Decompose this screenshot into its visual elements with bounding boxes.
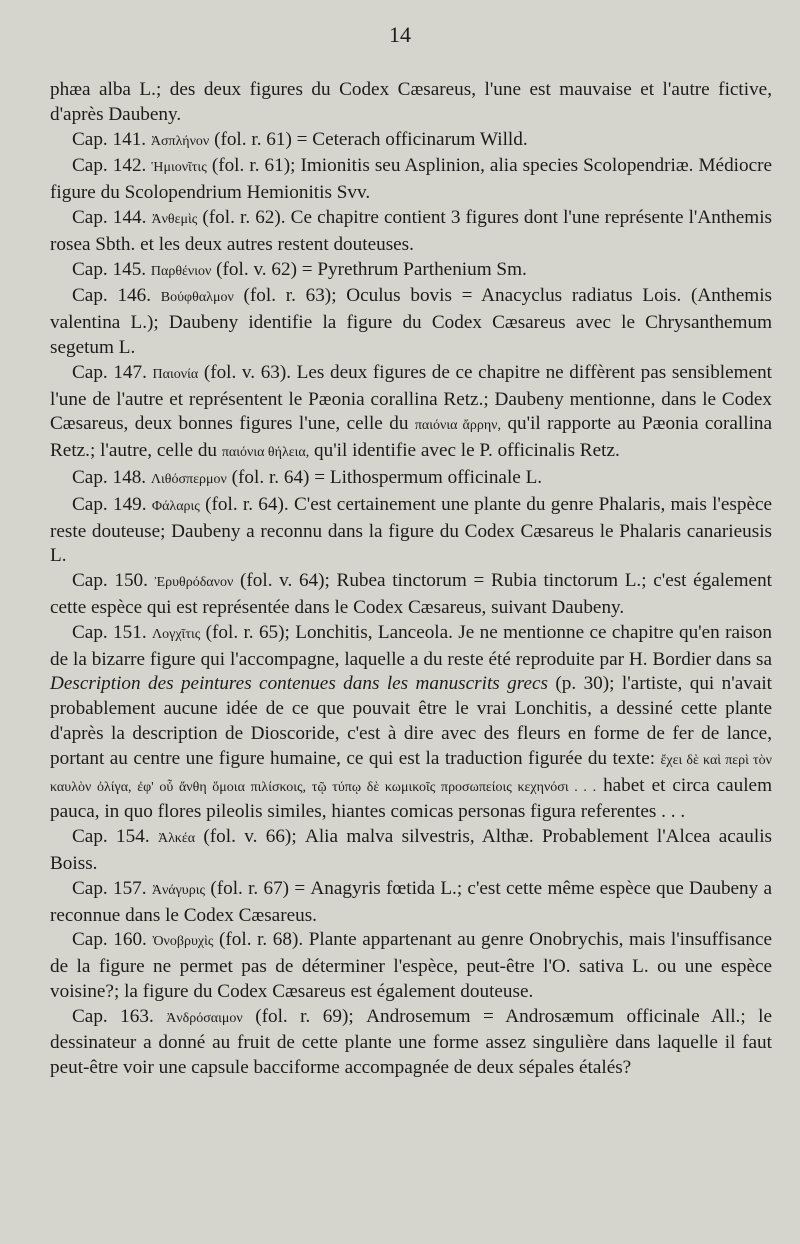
cap-number: Cap. 141. xyxy=(72,128,147,150)
greek-term: Λογχῖτις xyxy=(152,626,201,642)
book-title: Description des peintures contenues dans les manuscrits grecs xyxy=(50,673,548,695)
greek-term: Ἀνάγυρις xyxy=(151,882,206,898)
paragraph-text: (fol. r. 61) = Ceterach officinarum Willd. xyxy=(214,128,528,150)
paragraph-text: (fol. r. 64). C'est certainement une plante du genre Phalaris, mais l'espèce reste douteuse; Daubeny a reconnu dans la figure du Codex Cæsareus le Phalaris canarieusis L. xyxy=(50,493,772,567)
paragraph-text: (fol. r. 65); Lonchitis, Lanceola. Je ne mentionne ce chapitre qu'en raison de la bizarre figure qui l'accompagne, laquelle a du reste été reproduite par H. Bordier dans sa xyxy=(50,621,772,670)
cap-number: Cap. 145. xyxy=(72,258,147,280)
greek-term: Ἀσπλήνον xyxy=(150,133,210,149)
greek-term: παιόνια θήλεια, xyxy=(221,445,310,461)
greek-term: Ἐρυθρόδανον xyxy=(154,575,234,591)
paragraph-cap-149 xyxy=(50,493,772,569)
paragraph-text: phæa alba L.; des deux figures du Codex Cæsareus, l'une est mauvaise et l'autre fictive, d'après Daubeny. xyxy=(50,79,772,125)
cap-number: Cap. 151. xyxy=(72,621,147,643)
cap-number: Cap. 147. xyxy=(72,361,147,383)
paragraph-cap-160 xyxy=(50,928,772,1004)
paragraph-cap-157 xyxy=(50,877,772,929)
paragraph-text: (fol. v. 62) = Pyrethrum Parthenium Sm. xyxy=(216,258,527,280)
latin-quote: habet et circa caulem pauca, in quo flores pileolis similes, hiantes comicas personas figura referentes . . . xyxy=(50,774,773,823)
paragraph-text: (fol. v. 66); Alia malva silvestris, Althæ. Probablement l'Alcea acaulis Boiss. xyxy=(50,826,773,874)
paragraph-cap-148 xyxy=(50,466,772,493)
greek-term: Ἀλκέα xyxy=(158,831,196,847)
paragraph-cap-141 xyxy=(50,128,772,155)
greek-term: παιόνια ἄρρην, xyxy=(414,418,502,434)
cap-number: Cap. 146. xyxy=(72,285,152,307)
greek-term: Ἀνθεμὶς xyxy=(151,211,198,227)
cap-number: Cap. 163. xyxy=(72,1005,154,1027)
greek-term: Παρθένιον xyxy=(150,263,212,279)
cap-number: Cap. 149. xyxy=(72,493,147,515)
cap-number: Cap. 154. xyxy=(72,826,150,848)
cap-number: Cap. 148. xyxy=(72,466,147,488)
paragraph-text: (fol. v. 63). Les deux figures de ce chapitre ne diffèrent pas sensiblement l'une de l'autre et représentent le Pæonia corallina Retz.; Daubeny mentionne, dans le Codex Cæsareus, deux bonnes figures l'une, celle du xyxy=(50,361,773,435)
cap-number: Cap. 150. xyxy=(72,570,148,592)
paragraph-cap-147 xyxy=(50,361,772,466)
paragraph-cap-142 xyxy=(50,154,772,206)
paragraph-text: qu'il identifie avec le P. officinalis Retz. xyxy=(314,440,620,462)
paragraph-cap-151 xyxy=(50,621,772,825)
paragraph-text: (p. 30); l'artiste, qui n'avait probablement aucune idée de ce que pouvait être le vrai Lonchitis, a dessiné cette plante d'après la description de Dioscoride, c'est à dire avec des fleurs en forme de fer de lance, portant au centre une figure humaine, ce qui est la traduction figurée du texte: xyxy=(50,673,773,769)
page-number: 14 xyxy=(389,22,411,47)
greek-term: Ἡμιονῖτις xyxy=(151,160,207,176)
cap-number: Cap. 142. xyxy=(72,155,147,177)
document-body xyxy=(50,78,772,1081)
paragraph-text: (fol. r. 69); Androsemum = Androsæmum officinale All.; le dessinateur a donné au fruit de cette plante une forme assez singulière dans laquelle il faut peut-être voir une capsule bacciforme accompagnée de deux sépales étalés? xyxy=(50,1005,772,1079)
paragraph-cap-150 xyxy=(50,569,772,621)
paragraph-cap-146 xyxy=(50,284,772,360)
paragraph-cap-154 xyxy=(50,825,772,877)
paragraph-text: (fol. v. 64); Rubea tinctorum = Rubia tinctorum L.; c'est également cette espèce qui est représentée dans le Codex Cæsareus, suivant Daubeny. xyxy=(50,570,773,618)
cap-number: Cap. 157. xyxy=(72,877,147,899)
paragraph-cap-163 xyxy=(50,1005,772,1081)
paragraph-cap-145 xyxy=(50,258,772,285)
greek-term: Λιθόσπερμον xyxy=(150,471,227,487)
greek-term: Φάλαρις xyxy=(151,498,200,514)
greek-quote: ἔχει δὲ καὶ περὶ τὸν καυλὸν ὀλίγα, ἐφ' οὗ ἄνθη ὅμοια πιλίσκοις, τῷ τύπῳ δὲ κωμικοῖς προσωπείοις κεχηνόσι . . . xyxy=(50,752,773,795)
paragraph-text: (fol. r. 63); Oculus bovis = Anacyclus radiatus Lois. (Anthemis valentina L.); Daubeny identifie la figure du Codex Cæsareus avec le Chrysanthemum segetum L. xyxy=(50,285,772,358)
paragraph-text: qu'il rapporte au Pæonia corallina Retz.; l'autre, celle du xyxy=(50,413,773,462)
greek-term: Ὀνοβρυχὶς xyxy=(152,934,214,950)
greek-term: Παιονία xyxy=(152,366,199,382)
paragraph-text: (fol. r. 67) = Anagyris fœtida L.; c'est cette même espèce que Daubeny a reconnue dans le Codex Cæsareus. xyxy=(50,877,773,926)
cap-number: Cap. 160. xyxy=(72,929,147,951)
paragraph-text: (fol. r. 64) = Lithospermum officinale L. xyxy=(231,466,543,488)
paragraph-text: (fol. r. 61); Imionitis seu Asplinion, alia species Scolopendriæ. Médiocre figure du Scolopendrium Hemionitis Svv. xyxy=(50,155,773,204)
greek-term: Βούφθαλμον xyxy=(160,290,234,306)
paragraph-intro xyxy=(50,78,772,128)
paragraph-text: (fol. r. 68). Plante appartenant au genre Onobrychis, mais l'insuffisance de la figure ne permet pas de déterminer l'espèce, peut-être l'O. sativa L. ou une espèce voisine?; la figure du Codex Cæsareus est également douteuse. xyxy=(50,929,773,1002)
paragraph-text: (fol. r. 62). Ce chapitre contient 3 figures dont l'une représente l'Anthemis rosea Sbth. et les deux autres restent douteuses. xyxy=(50,206,772,255)
greek-term: Ἀνδρόσαιμον xyxy=(166,1010,243,1026)
cap-number: Cap. 144. xyxy=(72,206,147,228)
paragraph-cap-144 xyxy=(50,206,772,258)
